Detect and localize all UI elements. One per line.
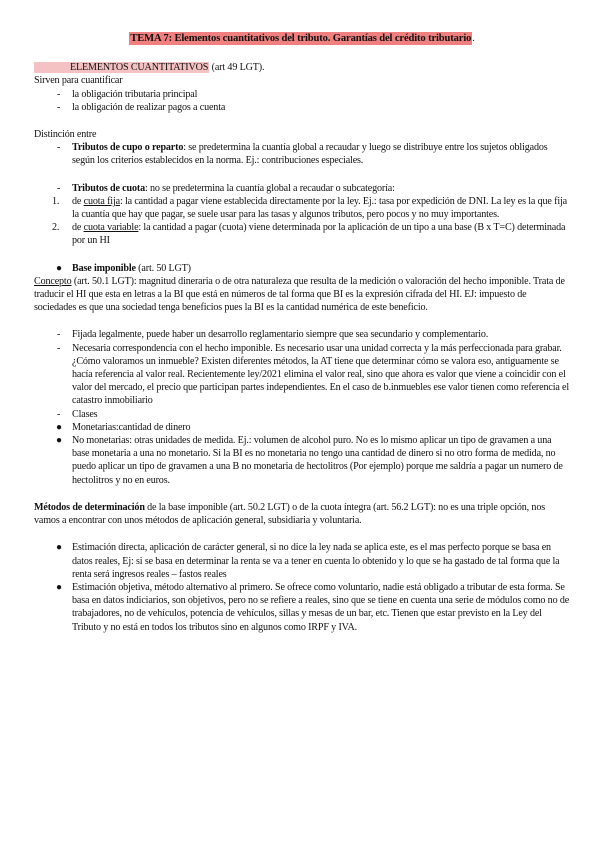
clase-text: Monetarias:cantidad de dinero bbox=[72, 421, 191, 433]
distincion-label: Distinción entre bbox=[34, 129, 97, 141]
section-heading-ref: (art 49 LGT). bbox=[209, 62, 265, 74]
cupo-text: : se predetermina la cuantía global a recaudar y luego se distribuye entre los sujetos obligados según los criterios establecidos en la norma. Ej.: contribuciones especiales. bbox=[72, 142, 548, 167]
clase-text: No monetarias: otras unidades de medida. Ej.: volumen de alcohol puro. No es lo mismo aplicar un tipo de gravamen a una base monetaria a una no monetario. Si la BI es no monetaria no tengo una cantidad de dinero si no otro forma de medida, no puedo aplicar un tipo de gravamen a una B no monetaria de hectolitros (Por ejemplo) porque me saldría a pagar un numero de hectolitros y no en euros. bbox=[72, 435, 563, 486]
list-item bbox=[34, 88, 570, 101]
cuota-variable-item bbox=[34, 221, 570, 247]
title-dot: . bbox=[472, 33, 475, 44]
bullet-marker: ● bbox=[56, 542, 62, 554]
dash-marker: - bbox=[57, 182, 61, 194]
bullet-marker: ● bbox=[56, 262, 62, 274]
cuota-title: Tributos de cuota bbox=[72, 182, 145, 194]
title-line bbox=[34, 32, 570, 45]
cuota-item bbox=[34, 182, 570, 195]
metodo-item bbox=[34, 581, 570, 634]
section-heading bbox=[34, 61, 570, 74]
dash-marker: - bbox=[57, 329, 61, 341]
clase-item bbox=[34, 434, 570, 487]
item-text: : la cantidad a pagar (cuota) viene determinada por la aplicación de un tipo a una base (B x T=C) determinada por un HI bbox=[72, 222, 566, 247]
dash-marker: - bbox=[57, 88, 61, 100]
list-item-text: la obligación de realizar pagos a cuenta bbox=[72, 101, 226, 113]
base-point-text: Necesaria correspondencia con el hecho imponible. Es necesario usar una unidad correcta y la más perfeccionada para grabar. ¿Cómo valoramos un inmueble? Existen diferentes métodos, la AT tiene que determinar cómo se valora eso, antiguamente se hacía referencia al valor real. Recientemente ley/2021 elimina el valor real, sino que ahora es valor que viene a coincidir con el valor del mercado, el precio que participan partes independientes. En el caso de b.inmuebles ese valor tienen como referencia el catastro inmobiliario bbox=[72, 342, 570, 407]
cupo-item bbox=[34, 141, 570, 167]
dash-marker: - bbox=[57, 142, 61, 154]
section-intro: Sirven para cuantificar bbox=[34, 75, 123, 87]
number-marker: 1. bbox=[52, 195, 60, 207]
section-heading-highlight: ELEMENTOS CUANTITATIVOS bbox=[34, 62, 209, 73]
concepto-paragraph bbox=[34, 275, 570, 315]
item-prefix: de bbox=[72, 222, 84, 234]
number-marker: 2. bbox=[52, 222, 60, 234]
cuota-fija-term: cuota fija bbox=[83, 195, 120, 207]
cupo-title: Tributos de cupo o reparto bbox=[72, 142, 184, 154]
base-point-text: Clases bbox=[72, 408, 98, 420]
metodos-title: Métodos de determinación bbox=[34, 501, 145, 513]
metodo-item bbox=[34, 541, 570, 581]
clase-item bbox=[34, 421, 570, 434]
base-title: Base imponible bbox=[72, 262, 136, 274]
page-title: TEMA 7: Elementos cuantitativos del tributo. Garantías del crédito tributario bbox=[130, 33, 472, 44]
base-point bbox=[34, 342, 570, 408]
metodos-paragraph bbox=[34, 501, 570, 527]
metodo-text: Estimación directa, aplicación de carácter general, si no dice la ley nada se aplica este, es el mas perfecto porque se basa en datos reales, Ej: si se basa en determinar la renta se va a tener en cuenta lo obtenido y lo que se ha gastado de tal forma que la renta será ingresos reales – fastos reales bbox=[72, 542, 560, 580]
dash-marker: - bbox=[57, 342, 61, 354]
metodos-text: de la base imponible (art. 50.2 LGT) o de la cuota íntegra (art. 56.2 LGT): no es una triple opción, nos vamos a encontrar con unos métodos de aplicación general, subsidiaria y voluntaria. bbox=[34, 501, 545, 527]
metodo-text: Estimación objetiva, método alternativo al primero. Se ofrece como voluntario, nadie está obligado a tributar de esta forma. Se basa en datos indiciarios, son objetivos, pero no se refiere a reales, sino que se tiene en cuenta una serie de módulos como no de trabajadores, no de vehículos, potencia de vehículos, sillas y mesas de un bar, etc. Tienen que estar previsto en la Ley del Tributo y no está en todos los tributos sino en algunos como IRPF y IVA. bbox=[72, 581, 570, 633]
bullet-marker: ● bbox=[56, 581, 62, 593]
concepto-label: Concepto bbox=[34, 275, 72, 287]
concepto-text: (art. 50.1 LGT): magnitud dineraria o de otra naturaleza que resulta de la medición o valoración del hecho imponible. Trata de traducir el HI que esta en letras a la BI que está en números de tal forma que BI es la expresión cifrada del HI. EJ: impuesto de sociedades es que una sociedad tenga beneficios pues la BI es la cantidad numérica de este beneficio. bbox=[34, 275, 565, 314]
cuota-text: : no se predetermina la cuantía global a recaudar o subcategoría: bbox=[144, 182, 395, 194]
base-heading bbox=[34, 262, 570, 275]
cuota-fija-item bbox=[34, 195, 570, 221]
base-point bbox=[34, 328, 570, 341]
base-point-text: Fijada legalmente, puede haber un desarrollo reglamentario siempre que sea secundario y complementario. bbox=[72, 329, 489, 341]
bullet-marker: ● bbox=[56, 435, 62, 447]
dash-marker: - bbox=[57, 408, 61, 420]
item-text: : la cantidad a pagar viene establecida directamente por la ley. Ej.: tasa por expedición de DNI. La ley es la que fija la cuantía que hay que pagar, se suele usar para las tasas y algunos tributos, pero pocos y no muy importantes. bbox=[72, 195, 567, 221]
dash-marker: - bbox=[57, 101, 61, 113]
bullet-marker: ● bbox=[56, 421, 62, 433]
cuota-variable-term: cuota variable bbox=[83, 222, 139, 234]
list-item bbox=[34, 101, 570, 114]
base-ref: (art. 50 LGT) bbox=[135, 262, 191, 274]
document-page bbox=[34, 32, 570, 634]
item-prefix: de bbox=[72, 195, 84, 207]
list-item-text: la obligación tributaria principal bbox=[72, 88, 198, 100]
base-point bbox=[34, 408, 570, 421]
